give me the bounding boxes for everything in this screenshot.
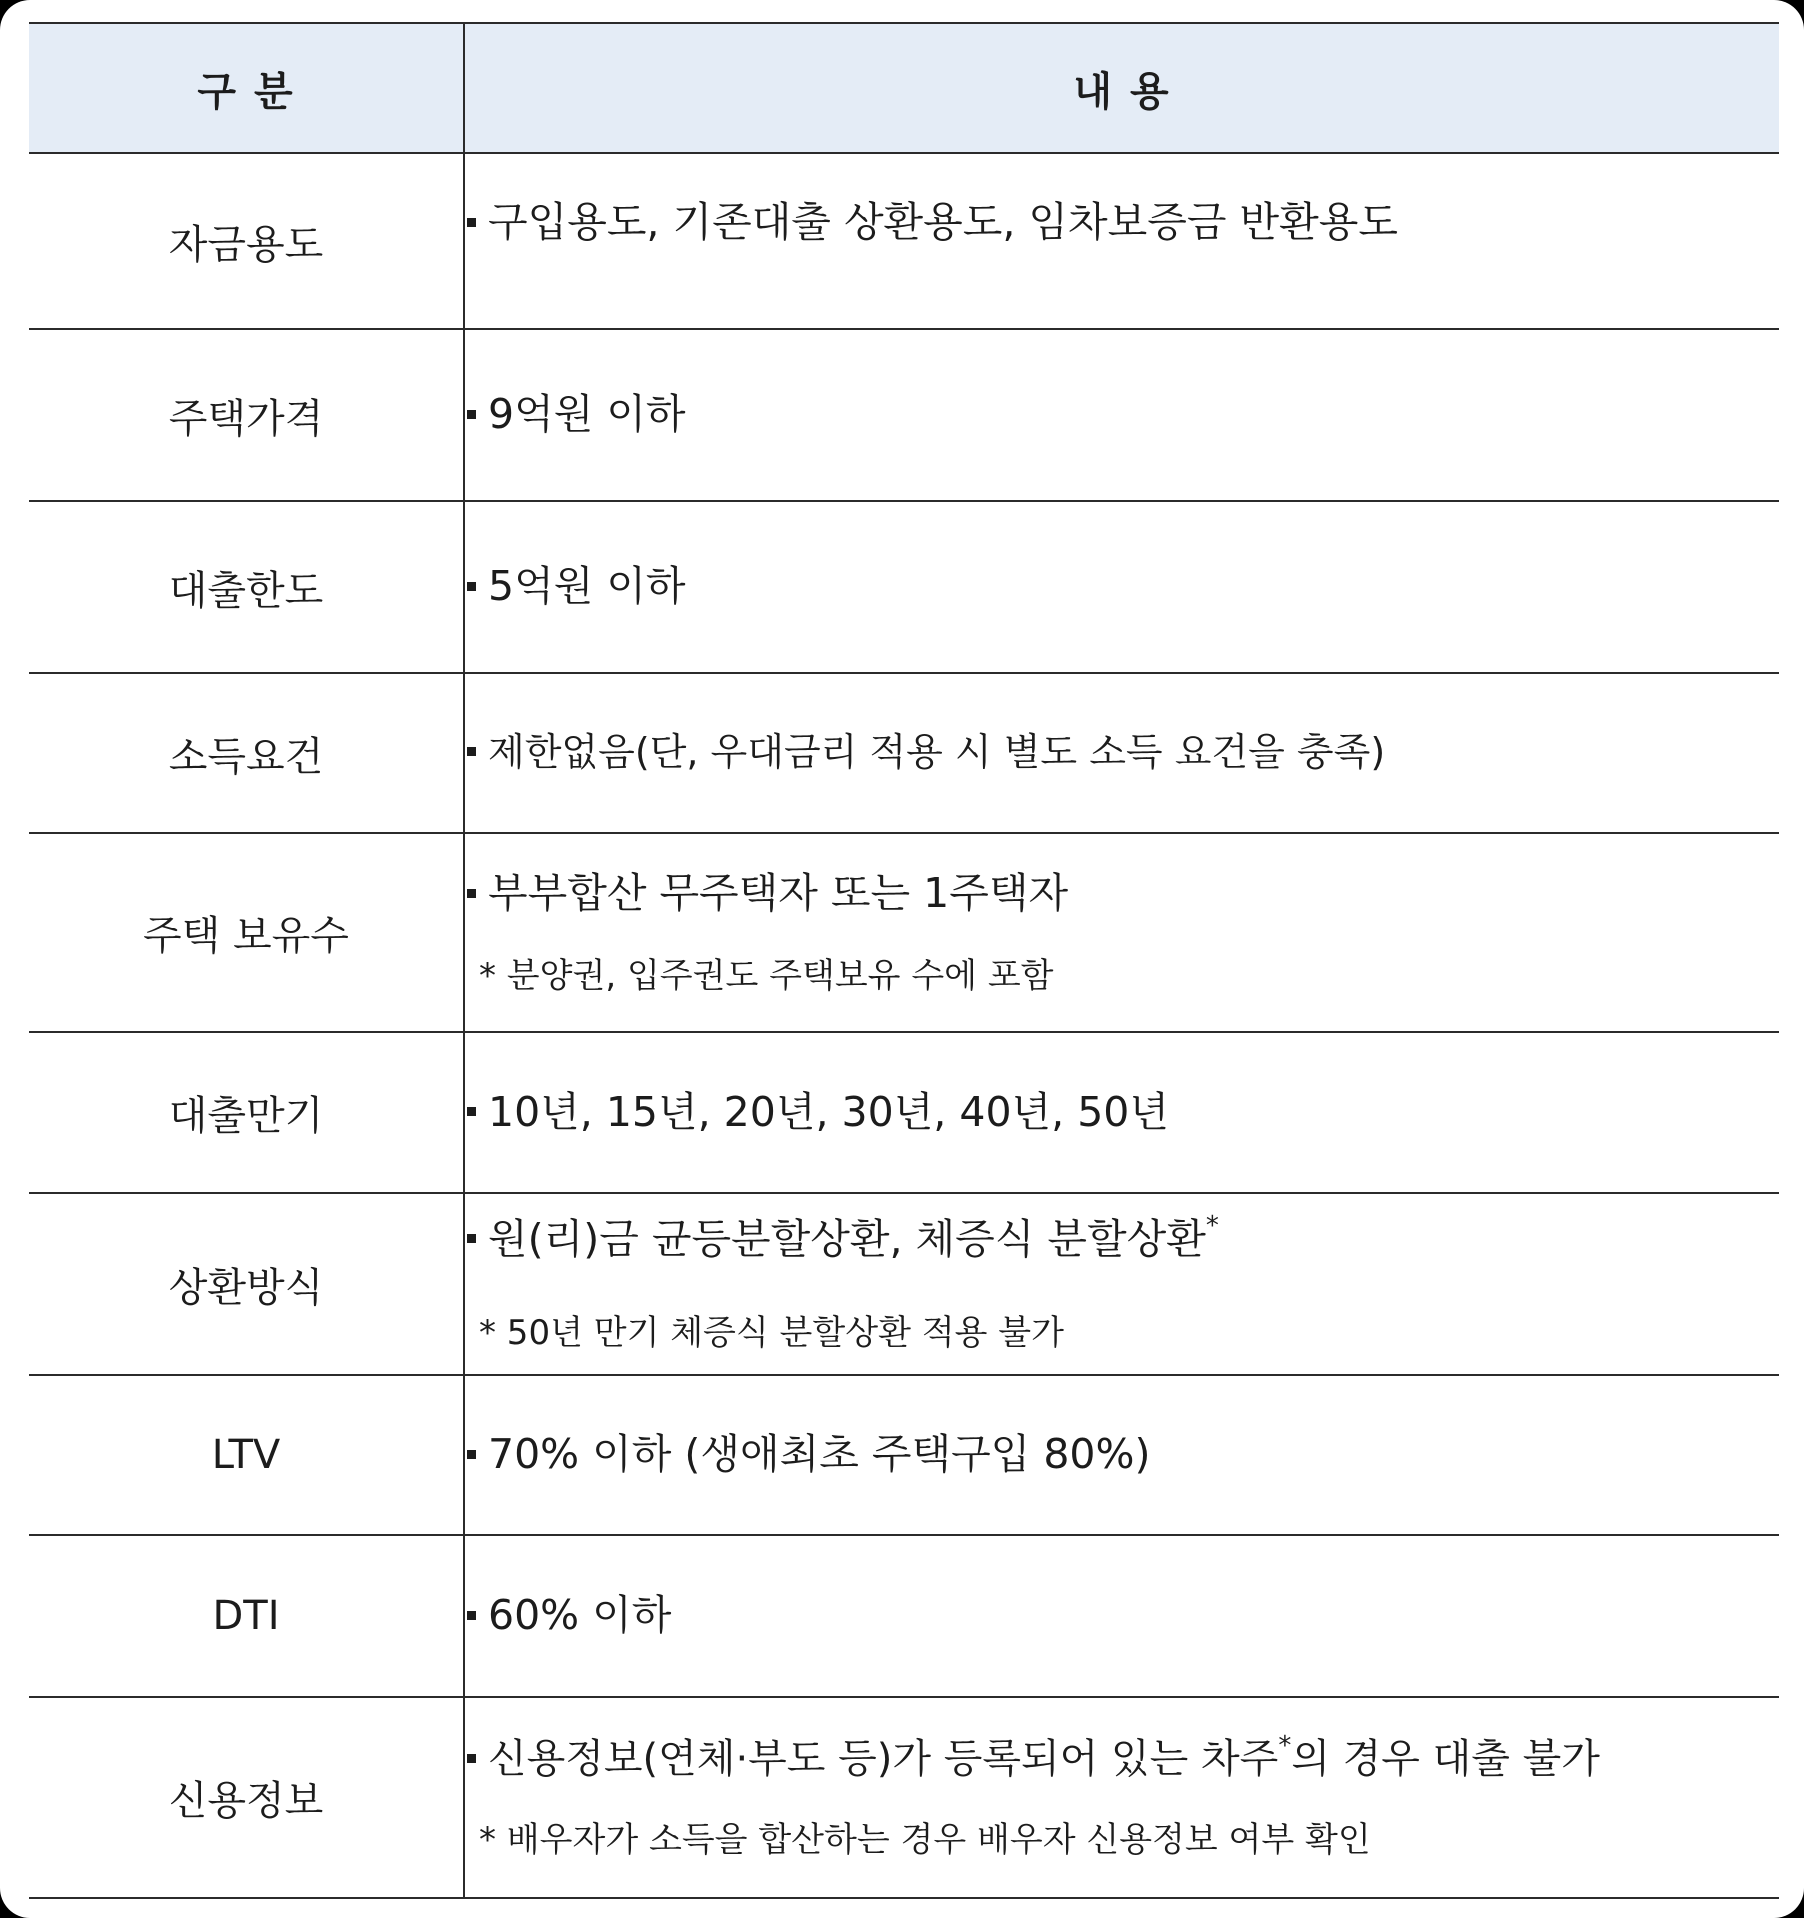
bullet-icon [467, 747, 476, 756]
bullet-icon [467, 1754, 476, 1763]
row-text: 제한없음(단, 우대금리 적용 시 별도 소득 요건을 충족) [488, 730, 1386, 775]
row-content [464, 1375, 1779, 1535]
table-row [29, 1535, 1779, 1697]
row-category: 대출한도 [29, 501, 464, 673]
row-note: * 50년 만기 체증식 분할상환 적용 불가 [479, 1313, 1064, 1354]
row-content [464, 153, 1779, 329]
bullet-icon [467, 218, 476, 227]
row-category: 주택가격 [29, 329, 464, 501]
row-category: LTV [29, 1375, 464, 1535]
row-content [464, 1697, 1779, 1898]
table-row [29, 153, 1779, 329]
footnote-mark: * [1205, 1210, 1219, 1241]
row-text-tail: 의 경우 대출 불가 [1291, 1736, 1600, 1782]
header-category: 구 분 [29, 23, 464, 153]
row-text: 원(리)금 균등분할상환, 체증식 분할상환 [488, 1214, 1206, 1263]
bullet-icon [467, 1107, 476, 1116]
row-category: 대출만기 [29, 1032, 464, 1193]
bullet-icon [467, 1234, 476, 1243]
header-row [29, 23, 1779, 153]
row-text: 5억원 이하 [488, 562, 686, 611]
row-category: 소득요건 [29, 673, 464, 833]
row-content [464, 329, 1779, 501]
row-content [464, 501, 1779, 673]
table-row [29, 501, 1779, 673]
row-text: 부부합산 무주택자 또는 1주택자 [488, 869, 1069, 918]
row-category: 신용정보 [29, 1697, 464, 1898]
row-category: 자금용도 [29, 153, 464, 329]
row-category: DTI [29, 1535, 464, 1697]
bullet-icon [467, 1611, 476, 1620]
bullet-icon [467, 582, 476, 591]
row-content [464, 833, 1779, 1032]
row-text: 9억원 이하 [488, 390, 686, 439]
bullet-icon [467, 410, 476, 419]
footnote-mark: * [1278, 1731, 1292, 1761]
table-row [29, 833, 1779, 1032]
table-row [29, 673, 1779, 833]
row-text: 구입용도, 기존대출 상환용도, 임차보증금 반환용도 [488, 198, 1398, 247]
row-text: 10년, 15년, 20년, 30년, 40년, 50년 [488, 1087, 1169, 1136]
row-content [464, 1193, 1779, 1375]
row-note: * 배우자가 소득을 합산하는 경우 배우자 신용정보 여부 확인 [479, 1820, 1371, 1860]
bullet-icon [467, 889, 476, 898]
table-row [29, 1032, 1779, 1193]
row-text: 신용정보(연체·부도 등)가 등록되어 있는 차주 [488, 1736, 1279, 1782]
row-category: 주택 보유수 [29, 833, 464, 1032]
row-note: * 분양권, 입주권도 주택보유 수에 포함 [479, 955, 1054, 996]
row-text: 60% 이하 [488, 1591, 672, 1640]
header-content: 내 용 [464, 23, 1779, 153]
table-row [29, 1193, 1779, 1375]
row-content [464, 1032, 1779, 1193]
loan-spec-table [29, 22, 1779, 1899]
table-row [29, 1375, 1779, 1535]
table-row [29, 329, 1779, 501]
row-content [464, 673, 1779, 833]
bullet-icon [467, 1450, 476, 1459]
row-content [464, 1535, 1779, 1697]
row-category: 상환방식 [29, 1193, 464, 1375]
row-text: 70% 이하 (생애최초 주택구입 80%) [488, 1430, 1151, 1479]
table-row [29, 1697, 1779, 1898]
